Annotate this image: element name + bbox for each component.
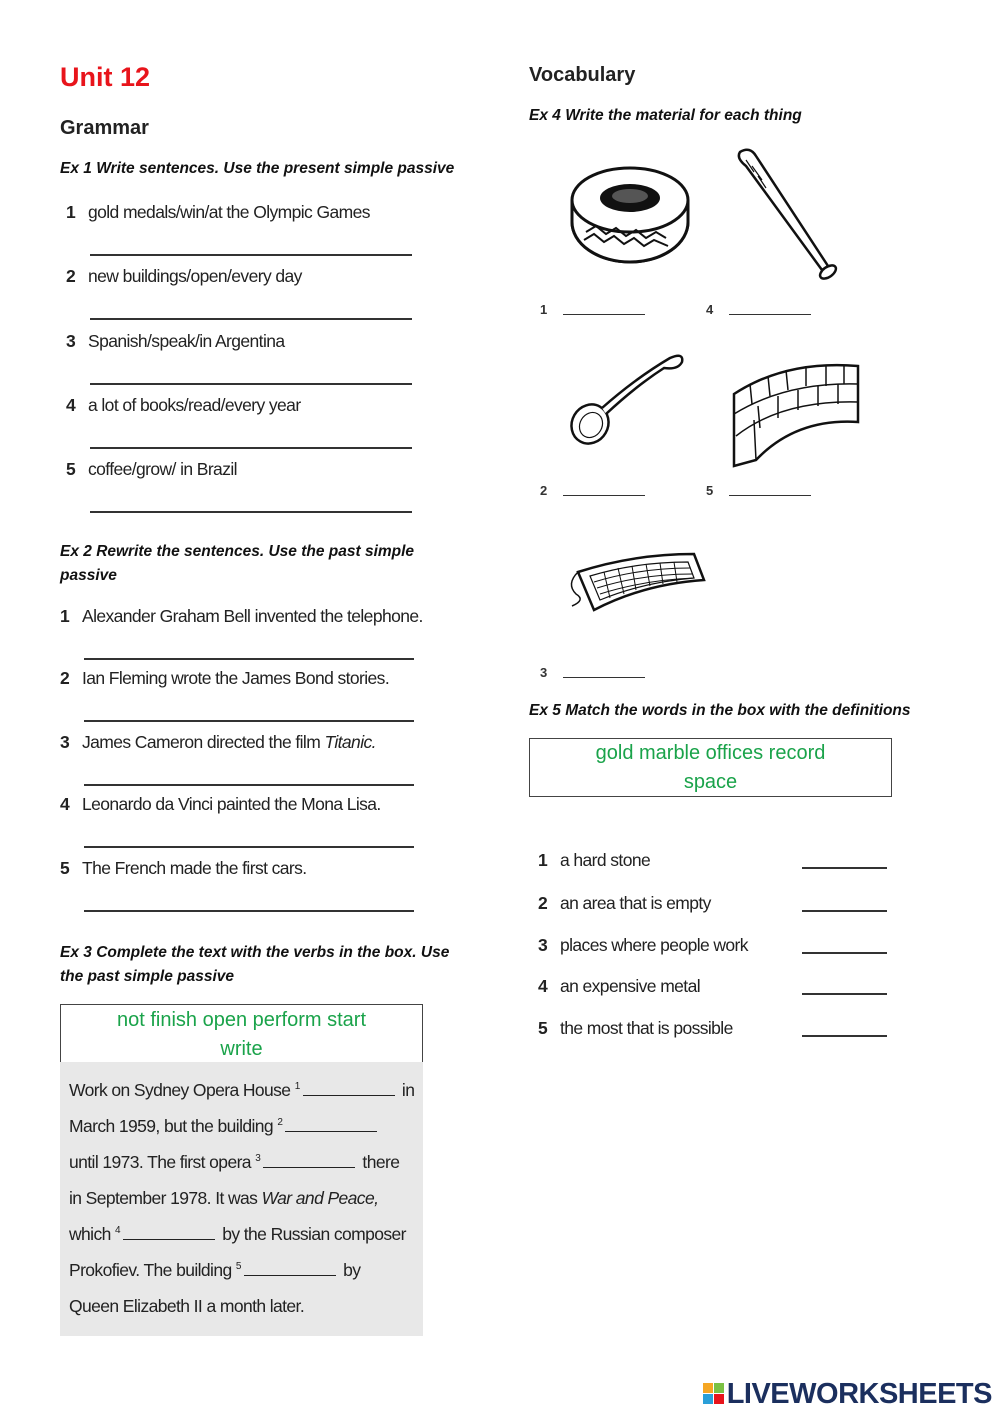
ex2-answer-line[interactable]: [84, 658, 414, 660]
logo-mark-icon: [703, 1383, 725, 1405]
item-text: Alexander Graham Bell invented the telephone.: [82, 606, 423, 626]
gap-number: 5: [235, 1261, 241, 1273]
gap-blank[interactable]: [285, 1117, 377, 1132]
ex1-item: [66, 331, 285, 352]
item-text: Spanish/speak/in Argentina: [88, 331, 285, 351]
item-number: 5: [538, 1018, 548, 1038]
grammar-heading: Grammar: [60, 117, 149, 139]
ex5-definition: [538, 850, 650, 871]
baseball-bat-icon: [732, 146, 842, 286]
ex2-item: [60, 732, 376, 753]
picture-number: 5: [706, 483, 714, 498]
ex5-answer-line[interactable]: [802, 1035, 887, 1037]
ex2-title-line2: passive: [60, 567, 117, 584]
ex3-text-line: [69, 1080, 414, 1101]
ex3-word-box-line1: not finish open perform start: [116, 1009, 366, 1031]
item-number: 1: [60, 606, 70, 626]
picture-number: 4: [706, 302, 714, 317]
ex2-title-line1: Ex 2 Rewrite the sentences. Use the past simple: [60, 543, 415, 560]
ex3-word-box-line2: write: [220, 1038, 263, 1060]
item-text: a hard stone: [560, 850, 651, 870]
ex5-answer-line[interactable]: [802, 867, 887, 869]
ex2-answer-line[interactable]: [84, 846, 414, 848]
ex5-title: Ex 5 Match the words in the box with the definitions: [529, 702, 911, 719]
gap-blank[interactable]: [123, 1225, 215, 1240]
item-number: 3: [66, 331, 76, 351]
picture-number: 3: [540, 665, 548, 680]
item-number: 2: [66, 266, 76, 286]
item-number: 4: [66, 395, 76, 415]
material-answer-line[interactable]: [563, 677, 645, 678]
ex2-item: [60, 794, 381, 815]
film-title: Titanic.: [324, 732, 376, 752]
ex3-text-line: [69, 1116, 380, 1137]
text-segment: which: [69, 1224, 116, 1244]
ex5-answer-line[interactable]: [802, 952, 887, 954]
ex1-item: [66, 266, 302, 287]
tyre-icon: [564, 160, 696, 268]
stone-wall-icon: [726, 360, 862, 472]
text-segment: Prokofiev. The building: [69, 1260, 236, 1280]
ex3-text-line: [69, 1224, 406, 1245]
ex2-answer-line[interactable]: [84, 784, 414, 786]
ex1-title: Ex 1 Write sentences. Use the present simple passive: [60, 160, 455, 177]
ex4-title: Ex 4 Write the material for each thing: [529, 107, 802, 124]
picture-number: 2: [540, 483, 548, 498]
opera-title: War and Peace,: [261, 1188, 379, 1208]
ex3-text-line: [69, 1296, 304, 1317]
ex2-item: [60, 858, 307, 879]
item-number: 2: [60, 668, 70, 688]
ex5-definition: [538, 935, 748, 956]
item-text: gold medals/win/at the Olympic Games: [88, 202, 370, 222]
item-text: The French made the first cars.: [82, 858, 307, 878]
material-answer-line[interactable]: [563, 495, 645, 496]
picture-number: 1: [540, 302, 548, 317]
unit-title: Unit 12: [60, 62, 151, 92]
ex5-definition: [538, 976, 700, 997]
material-answer-line[interactable]: [729, 495, 811, 496]
text-segment: in: [397, 1080, 415, 1100]
ex1-answer-line[interactable]: [90, 447, 412, 449]
ex2-answer-line[interactable]: [84, 720, 414, 722]
item-text: Leonardo da Vinci painted the Mona Lisa.: [82, 794, 381, 814]
item-text: James Cameron directed the film: [82, 732, 325, 752]
item-text: an area that is empty: [560, 893, 711, 913]
gap-blank[interactable]: [263, 1153, 355, 1168]
item-number: 5: [66, 459, 76, 479]
material-answer-line[interactable]: [563, 314, 645, 315]
ex1-item: [66, 459, 237, 480]
item-text: an expensive metal: [560, 976, 700, 996]
ex5-definition: [538, 893, 711, 914]
item-text: Ian Fleming wrote the James Bond stories.: [82, 668, 390, 688]
ex1-answer-line[interactable]: [90, 383, 412, 385]
ex3-word-box: [60, 1004, 423, 1062]
ex2-item: [60, 606, 423, 627]
ex5-answer-line[interactable]: [802, 910, 887, 912]
item-text: new buildings/open/every day: [88, 266, 302, 286]
spoon-icon: [566, 348, 690, 452]
gap-number: 3: [255, 1153, 261, 1165]
text-segment: March 1959, but the building: [69, 1116, 278, 1136]
ex3-text-line: [69, 1152, 399, 1173]
ex5-definition: [538, 1018, 733, 1039]
item-text: coffee/grow/ in Brazil: [88, 459, 237, 479]
ex3-title-line2: the past simple passive: [60, 968, 235, 985]
ex3-text-line: [69, 1188, 378, 1209]
item-number: 4: [60, 794, 70, 814]
ex1-answer-line[interactable]: [90, 318, 412, 320]
material-answer-line[interactable]: [729, 314, 811, 315]
item-number: 1: [66, 202, 76, 222]
ex1-answer-line[interactable]: [90, 254, 412, 256]
item-number: 4: [538, 976, 548, 996]
ex3-text-box: [60, 1062, 423, 1336]
item-text: the most that is possible: [560, 1018, 733, 1038]
ex5-word-box-line1: gold marble offices record: [595, 742, 826, 764]
vocabulary-heading: Vocabulary: [529, 64, 636, 86]
keyboard-icon: [564, 548, 708, 618]
gap-number: 2: [277, 1117, 283, 1129]
gap-number: 1: [294, 1081, 300, 1093]
text-segment: in September 1978. It was: [69, 1188, 262, 1208]
item-number: 1: [538, 850, 548, 870]
gap-blank[interactable]: [303, 1081, 395, 1096]
item-number: 3: [538, 935, 548, 955]
item-number: 5: [60, 858, 70, 878]
liveworksheets-logo[interactable]: [703, 1378, 992, 1411]
ex5-word-box-line2: space: [683, 771, 738, 793]
ex5-word-box: [529, 738, 892, 797]
gap-blank[interactable]: [244, 1261, 336, 1276]
text-segment: by the Russian composer: [217, 1224, 406, 1244]
ex5-answer-line[interactable]: [802, 993, 887, 995]
ex1-answer-line[interactable]: [90, 511, 412, 513]
item-number: 3: [60, 732, 70, 752]
text-segment: until 1973. The first opera: [69, 1152, 256, 1172]
ex2-answer-line[interactable]: [84, 910, 414, 912]
gap-number: 4: [115, 1225, 120, 1237]
item-number: 2: [538, 893, 548, 913]
item-text: a lot of books/read/every year: [88, 395, 301, 415]
ex3-text-line: [69, 1260, 360, 1281]
text-segment: Work on Sydney Opera House: [69, 1080, 295, 1100]
text-segment: by: [338, 1260, 361, 1280]
text-segment: there: [358, 1152, 400, 1172]
text-segment: Queen Elizabeth II a month later.: [69, 1296, 305, 1316]
logo-text: LIVEWORKSHEETS: [726, 1378, 992, 1410]
ex2-item: [60, 668, 389, 689]
ex1-item: [66, 202, 370, 223]
ex3-title-line1: Ex 3 Complete the text with the verbs in the box. Use: [60, 944, 450, 961]
item-text: places where people work: [560, 935, 748, 955]
ex1-item: [66, 395, 301, 416]
